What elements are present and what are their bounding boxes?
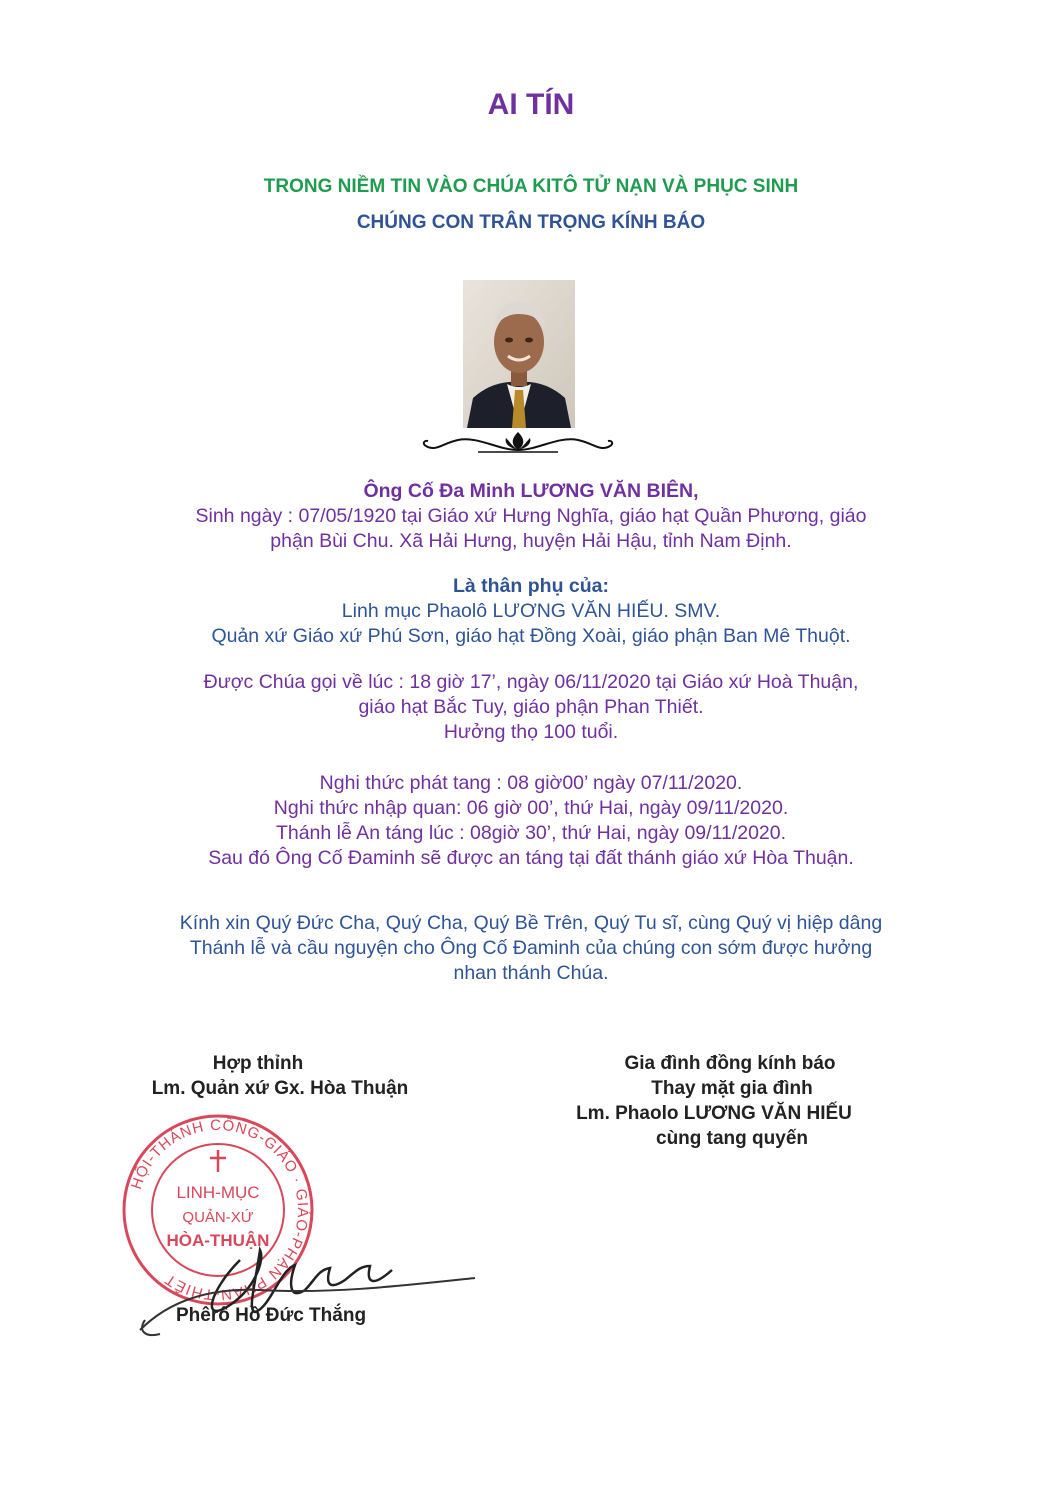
death-line-2: giáo hạt Bắc Tuy, giáo phận Phan Thiết.: [358, 696, 704, 718]
seal-ring-text: HỘI-THÁNH CÔNG-GIÁO · GIÁO-PHẬN PHAN-THIẾT: [127, 1116, 312, 1304]
schedule-section: [80, 771, 982, 871]
signature-right-line-4: cùng tang quyến: [656, 1128, 808, 1149]
seal-line-1: LINH-MỤC: [176, 1183, 260, 1202]
request-line: Thánh lễ và cầu nguyện cho Ông Cố Đaminh của chúng con sớm được hưởng: [189, 937, 873, 959]
death-section: [80, 670, 982, 745]
father-of-heading: Là thân phụ của:: [453, 575, 609, 597]
seal-line-3: HÒA-THUẬN: [166, 1231, 270, 1250]
schedule-item: Sau đó Ông Cố Đaminh sẽ được an táng tại đất thánh giáo xứ Hòa Thuận.: [208, 847, 854, 869]
signature-right-line-1: Gia đình đồng kính báo: [624, 1053, 836, 1074]
request-line: nhan thánh Chúa.: [453, 962, 609, 984]
ornament-divider: [418, 428, 618, 458]
birth-line-2: phận Bùi Chu. Xã Hải Hưng, huyện Hải Hậu, tỉnh Nam Định.: [270, 530, 792, 552]
deceased-section: [80, 479, 982, 554]
signature-left: [110, 1051, 450, 1101]
schedule-item: Nghi thức phát tang : 08 giờ00’ ngày 07/11/2020.: [319, 772, 743, 794]
request-line: Kính xin Quý Đức Cha, Quý Cha, Quý Bề Trên, Quý Tu sĩ, cùng Quý vị hiệp dâng: [179, 912, 883, 934]
signature-right: [552, 1051, 912, 1151]
page-title: AI TÍN: [487, 88, 575, 121]
signature-left-line-2: Lm. Quản xứ Gx. Hòa Thuận: [151, 1078, 409, 1099]
death-line-3: Hưởng thọ 100 tuổi.: [443, 721, 619, 743]
birth-line-1: Sinh ngày : 07/05/1920 tại Giáo xứ Hưng Nghĩa, giáo hạt Quần Phương, giáo: [195, 505, 867, 527]
father-of-line-2: Quản xứ Giáo xứ Phú Sơn, giáo hạt Đồng Xoài, giáo phận Ban Mê Thuột.: [211, 625, 851, 647]
signature-right-line-3: Lm. Phaolo LƯƠNG VĂN HIẾU: [576, 1103, 852, 1124]
portrait-photo: [463, 280, 575, 428]
signature-left-line-1: Hợp thỉnh: [212, 1053, 304, 1074]
father-of-line-1: Linh mục Phaolô LƯƠNG VĂN HIẾU. SMV.: [341, 600, 721, 622]
schedule-item: Nghi thức nhập quan: 06 giờ 00’, thứ Hai, ngày 09/11/2020.: [273, 797, 789, 819]
request-section: [80, 911, 982, 986]
subtitle-announce: CHÚNG CON TRÂN TRỌNG KÍNH BÁO: [356, 212, 706, 233]
deceased-name: Ông Cố Đa Minh LƯƠNG VĂN BIÊN,: [363, 480, 699, 502]
schedule-item: Thánh lễ An táng lúc : 08giờ 30’, thứ Hai, ngày 09/11/2020.: [275, 822, 787, 844]
subtitle-faith: TRONG NIỀM TIN VÀO CHÚA KITÔ TỬ NẠN VÀ PHỤC SINH: [263, 176, 799, 197]
death-line-1: Được Chúa gọi về lúc : 18 giờ 17’, ngày 06/11/2020 tại Giáo xứ Hoà Thuận,: [203, 671, 859, 693]
signature-right-line-2: Thay mặt gia đình: [651, 1078, 813, 1099]
signer-name: Phêrô Hồ Đức Thắng: [176, 1305, 367, 1326]
seal-line-2: QUẢN-XỨ: [182, 1209, 254, 1226]
father-of-section: [80, 574, 982, 649]
